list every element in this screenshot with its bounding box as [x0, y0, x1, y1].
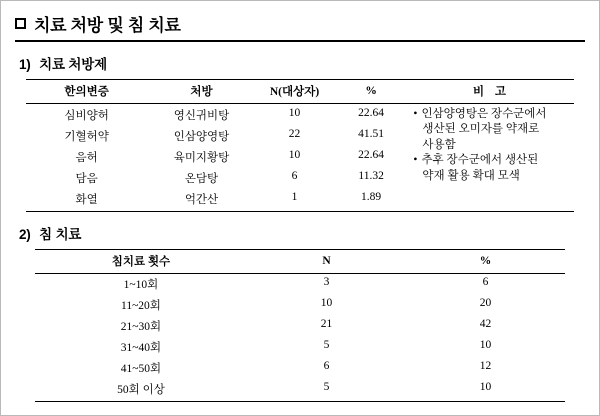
- section-heading-2: [19, 223, 585, 243]
- cell-syndrome: 담음: [75, 172, 98, 185]
- cell-n: 21: [320, 318, 333, 330]
- cell-percent: 22.64: [358, 148, 385, 161]
- section-title-2: 침 치료: [39, 226, 82, 242]
- note-line: 생산된 오미자를 약재로: [422, 123, 540, 136]
- acupuncture-table: [35, 249, 565, 403]
- cell-percent: 11.32: [358, 169, 384, 182]
- section-title-1: 치료 처방제: [39, 57, 107, 72]
- cell-n: 5: [323, 339, 330, 351]
- cell-n: 22: [288, 127, 301, 140]
- table-row: [35, 358, 565, 379]
- cell-prescription: 인삼양영탕: [173, 130, 230, 143]
- cell-sessions: 11~20회: [121, 300, 161, 312]
- cell-n: 1: [291, 190, 298, 203]
- column-header-percent: %: [406, 249, 565, 273]
- note-line: 약재 활용 확대 모색: [422, 169, 520, 182]
- prescription-table: [26, 79, 573, 212]
- table-row: [26, 104, 573, 126]
- note-line: 사용함: [422, 138, 456, 151]
- cell-n: 5: [323, 381, 330, 393]
- column-header-prescription: 처방: [147, 80, 256, 104]
- cell-n: 3: [323, 276, 330, 288]
- table-header-row: [26, 80, 573, 104]
- cell-prescription: 육미지황탕: [173, 151, 230, 164]
- table-header-row: [35, 249, 565, 273]
- column-header-n: N(대상자): [256, 80, 333, 104]
- table-row: [35, 273, 565, 295]
- cell-prescription: 온담탕: [184, 172, 219, 185]
- note-line: • 추후 장수군에서 생산된: [413, 153, 571, 169]
- square-bullet-icon: [15, 18, 26, 29]
- cell-n: 6: [291, 169, 298, 182]
- page-title: [15, 11, 585, 42]
- cell-sessions: 1~10회: [123, 279, 159, 291]
- cell-sessions: 31~40회: [120, 342, 162, 354]
- cell-percent: 10: [479, 339, 492, 351]
- section-number-1: 1): [19, 57, 31, 72]
- cell-percent: 20: [479, 297, 492, 309]
- column-header-syndrome: 한의변증: [26, 80, 146, 104]
- column-header-percent: %: [333, 80, 410, 104]
- cell-syndrome: 심비양허: [64, 109, 109, 122]
- cell-n: 10: [320, 297, 333, 309]
- table-row: [35, 337, 565, 358]
- cell-percent: 41.51: [358, 127, 385, 140]
- column-header-n: N: [247, 249, 406, 273]
- cell-prescription: 영신귀비탕: [173, 109, 230, 122]
- cell-prescription: 억간산: [184, 193, 219, 206]
- page-title-text: 치료 처방 및 침 치료: [34, 16, 181, 35]
- cell-sessions: 50회 이상: [117, 384, 165, 396]
- cell-syndrome: 음허: [75, 151, 98, 164]
- cell-syndrome: 화열: [75, 193, 98, 206]
- column-header-sessions: 침치료 횟수: [35, 249, 247, 273]
- cell-syndrome: 기혈허약: [64, 130, 109, 143]
- table-row: [35, 379, 565, 402]
- cell-notes: [409, 104, 573, 212]
- table-row: [35, 316, 565, 337]
- table-row: [35, 295, 565, 316]
- cell-sessions: 21~30회: [120, 321, 162, 333]
- cell-percent: 6: [482, 276, 489, 288]
- cell-percent: 12: [479, 360, 492, 372]
- cell-percent: 10: [479, 381, 492, 393]
- cell-n: 6: [323, 360, 330, 372]
- section-number-2: 2): [19, 226, 31, 242]
- cell-percent: 22.64: [358, 106, 385, 119]
- cell-percent: 42: [479, 318, 492, 330]
- section-heading-1: [19, 53, 585, 73]
- note-line: • 인삼양영탕은 장수군에서: [413, 107, 571, 123]
- column-header-note: 비 고: [409, 80, 573, 104]
- cell-n: 10: [288, 148, 301, 161]
- cell-percent: 1.89: [361, 190, 382, 203]
- cell-sessions: 41~50회: [120, 363, 162, 375]
- cell-n: 10: [288, 106, 301, 119]
